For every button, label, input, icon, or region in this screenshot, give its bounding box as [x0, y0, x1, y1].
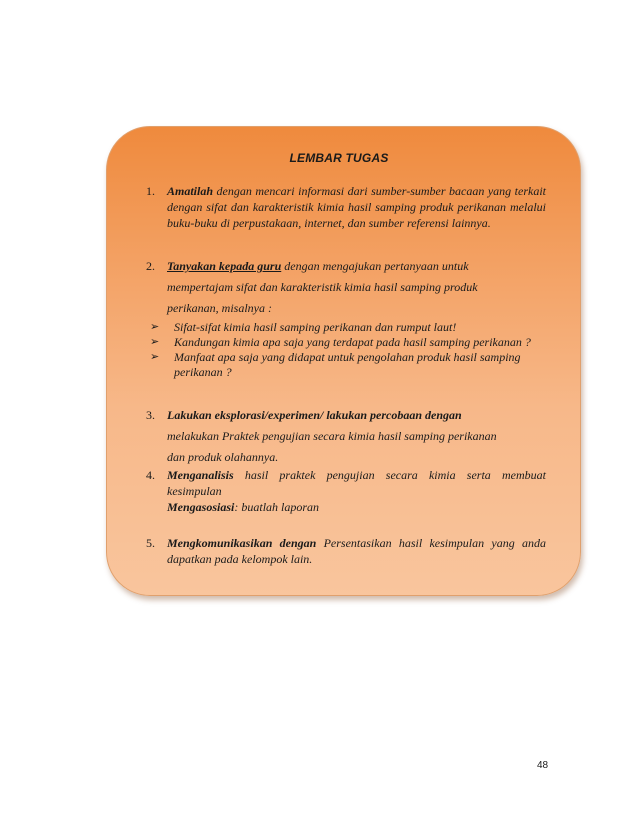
item-line-2: melakukan Praktek pengujian secara kimia hasil samping perikanan — [167, 429, 497, 443]
list-item-text: Manfaat apa saja yang didapat untuk pengolahan produk hasil samping perikanan ? — [174, 350, 521, 379]
item-text — [167, 183, 546, 231]
item-lead: Menganalisis — [167, 468, 234, 482]
item-lead: Mengkomunikasikan dengan — [167, 536, 317, 550]
item-number: 1. — [146, 184, 155, 198]
list-item — [150, 320, 540, 335]
item-line-3: perikanan, misalnya : — [167, 301, 272, 315]
task-item-3 — [146, 405, 546, 468]
task-item-1 — [146, 183, 546, 231]
item-line-1: dengan mengajukan pertanyaan untuk — [281, 259, 469, 273]
arrow-bullet-icon: ➢ — [150, 336, 160, 348]
question-list — [150, 320, 540, 380]
item-text — [167, 256, 546, 319]
item-lead: Amatilah — [167, 184, 214, 198]
item-body: Persentasikan hasil kesimpulan yang anda dapatkan pada kelompok lain. — [167, 536, 546, 566]
item-sub-lead: Mengasosiasi — [167, 500, 235, 514]
item-text — [167, 405, 546, 468]
item-lead: Tanyakan kepada guru — [167, 259, 282, 273]
arrow-bullet-icon: ➢ — [150, 321, 160, 333]
arrow-bullet-icon: ➢ — [150, 351, 160, 363]
list-item — [150, 350, 540, 380]
item-number: 4. — [146, 468, 155, 482]
task-item-5 — [146, 535, 546, 567]
list-item-text: Sifat-sifat kimia hasil samping perikanan dan rumput laut! — [174, 320, 457, 334]
item-number: 3. — [146, 408, 155, 422]
item-text — [167, 535, 546, 567]
list-item-text: Kandungan kimia apa saja yang terdapat pada hasil samping perikanan ? — [174, 335, 531, 349]
item-line-2: mempertajam sifat dan karakteristik kimia hasil samping produk — [167, 280, 478, 294]
list-item — [150, 335, 540, 350]
item-text — [167, 467, 546, 515]
item-number: 2. — [146, 259, 155, 273]
task-item-4 — [146, 467, 546, 515]
item-body: dengan mencari informasi dari sumber-sumber bacaan yang terkait dengan sifat dan karakteristik kimia hasil samping produk perikanan melalui buku-buku di perpustakaan, internet, dan sumber referensi lainnya. — [167, 184, 546, 230]
item-line-3: dan produk olahannya. — [167, 450, 279, 464]
card-title: LEMBAR TUGAS — [289, 151, 389, 165]
page-number: 48 — [537, 760, 549, 771]
item-number: 5. — [146, 536, 155, 550]
item-sub-text: : buatlah laporan — [234, 500, 320, 514]
item-body: hasil praktek pengujian secara kimia serta membuat kesimpulan — [167, 468, 546, 498]
item-lead: Lakukan eksplorasi/experimen/ lakukan percobaan dengan — [167, 408, 462, 422]
task-item-2 — [146, 256, 546, 319]
